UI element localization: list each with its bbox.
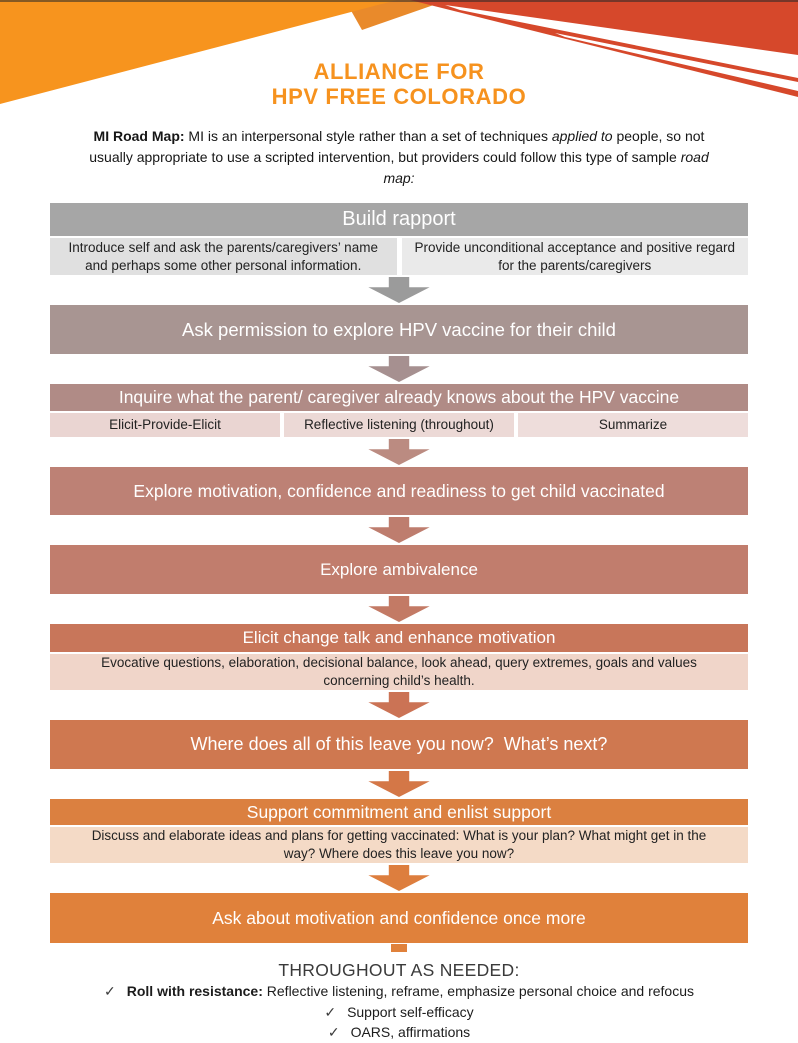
step-label: Explore motivation, confidence and readiness to get child vaccinated (133, 480, 665, 501)
checklist-text (351, 1023, 471, 1043)
step-label: Elicit change talk and enhance motivation (242, 628, 556, 648)
step-where-does-this-leave-you (50, 720, 748, 769)
check-icon: ✓ (104, 983, 116, 1000)
flow-connector (50, 515, 748, 545)
check-icon: ✓ (327, 1024, 340, 1041)
step-inquire-knowledge (50, 384, 748, 411)
org-title (0, 0, 798, 109)
org-title-line2: HPV FREE COLORADO (271, 83, 527, 109)
intro-italic-applied-to: applied to (551, 128, 613, 145)
check-icon: ✓ (324, 1003, 337, 1020)
checklist-text (347, 1003, 474, 1023)
down-arrow-icon (366, 439, 432, 465)
checklist-bold-lead: Roll with resistance: (126, 983, 263, 1000)
flow-connector (50, 863, 748, 893)
detail-cell: Reflective listening (throughout) (284, 413, 514, 437)
intro-paragraph (75, 126, 723, 189)
down-arrow-icon (366, 596, 432, 622)
detail-cell: Introduce self and ask the parents/caregivers’ name and perhaps some other personal information. (50, 238, 397, 275)
checklist-item (0, 1023, 798, 1043)
step-elicit-change-talk (50, 624, 748, 652)
intro-lead: MI Road Map: (93, 128, 185, 145)
detail-cell: Provide unconditional acceptance and positive regard for the parents/caregivers (402, 238, 749, 275)
step-elicit-change-talk-details: Evocative questions, elaboration, decisional balance, look ahead, query extremes, goals and values concerning child’s health. (50, 654, 748, 690)
flow-connector (50, 690, 748, 720)
step-support-commitment (50, 799, 748, 825)
org-title-line1: ALLIANCE FOR (313, 59, 485, 84)
step-label: Support commitment and enlist support (246, 801, 552, 822)
flow-connector (50, 437, 748, 467)
step-explore-ambivalence (50, 545, 748, 594)
down-arrow-icon (366, 692, 432, 718)
step-label: Ask about motivation and confidence once more (212, 907, 586, 928)
step-inquire-knowledge-details (50, 413, 748, 437)
checklist-rest: OARS, affirmations (350, 1024, 471, 1041)
road-map-flowchart (50, 203, 748, 952)
step-support-commitment-details: Discuss and elaborate ideas and plans for getting vaccinated: What is your plan? What might get in the way? Where does this leave you now? (50, 827, 748, 863)
flow-end-notch (391, 944, 407, 952)
step-label: Ask permission to explore HPV vaccine for their child (182, 318, 616, 340)
intro-text: MI is an interpersonal style rather than a set of techniques (184, 128, 552, 145)
detail-cell: Summarize (518, 413, 748, 437)
step-build-rapport (50, 203, 748, 236)
checklist-rest: Reflective listening, reframe, emphasize personal choice and refocus (262, 983, 694, 1000)
throughout-heading: THROUGHOUT AS NEEDED: (278, 960, 520, 981)
checklist-item (0, 982, 798, 1002)
checklist-rest: Support self-efficacy (347, 1003, 474, 1020)
checklist-text (127, 982, 694, 1002)
down-arrow-icon (366, 771, 432, 797)
step-label: Build rapport (342, 208, 456, 231)
page-top-border (0, 0, 798, 2)
flow-connector (50, 769, 748, 799)
step-label: Inquire what the parent/ caregiver already knows about the HPV vaccine (118, 387, 680, 408)
checklist-item (0, 1003, 798, 1023)
step-ask-motivation-once-more (50, 893, 748, 943)
down-arrow-icon (366, 517, 432, 543)
step-label: Where does all of this leave you now? What’s next? (190, 734, 608, 755)
detail-cell: Elicit-Provide-Elicit (50, 413, 280, 437)
step-label: Explore ambivalence (320, 559, 478, 579)
flow-connector (50, 354, 748, 384)
flow-connector (50, 594, 748, 624)
down-arrow-icon (366, 277, 432, 303)
intro-italic-road-map: road map: (383, 149, 709, 187)
down-arrow-icon (366, 356, 432, 382)
step-build-rapport-details (50, 238, 748, 275)
down-arrow-icon (366, 865, 432, 891)
intro-text: people, so not usually appropriate to use a scripted intervention, but providers could follow this type of sample (89, 128, 705, 166)
step-explore-motivation (50, 467, 748, 515)
step-ask-permission (50, 305, 748, 354)
flow-connector (50, 275, 748, 305)
